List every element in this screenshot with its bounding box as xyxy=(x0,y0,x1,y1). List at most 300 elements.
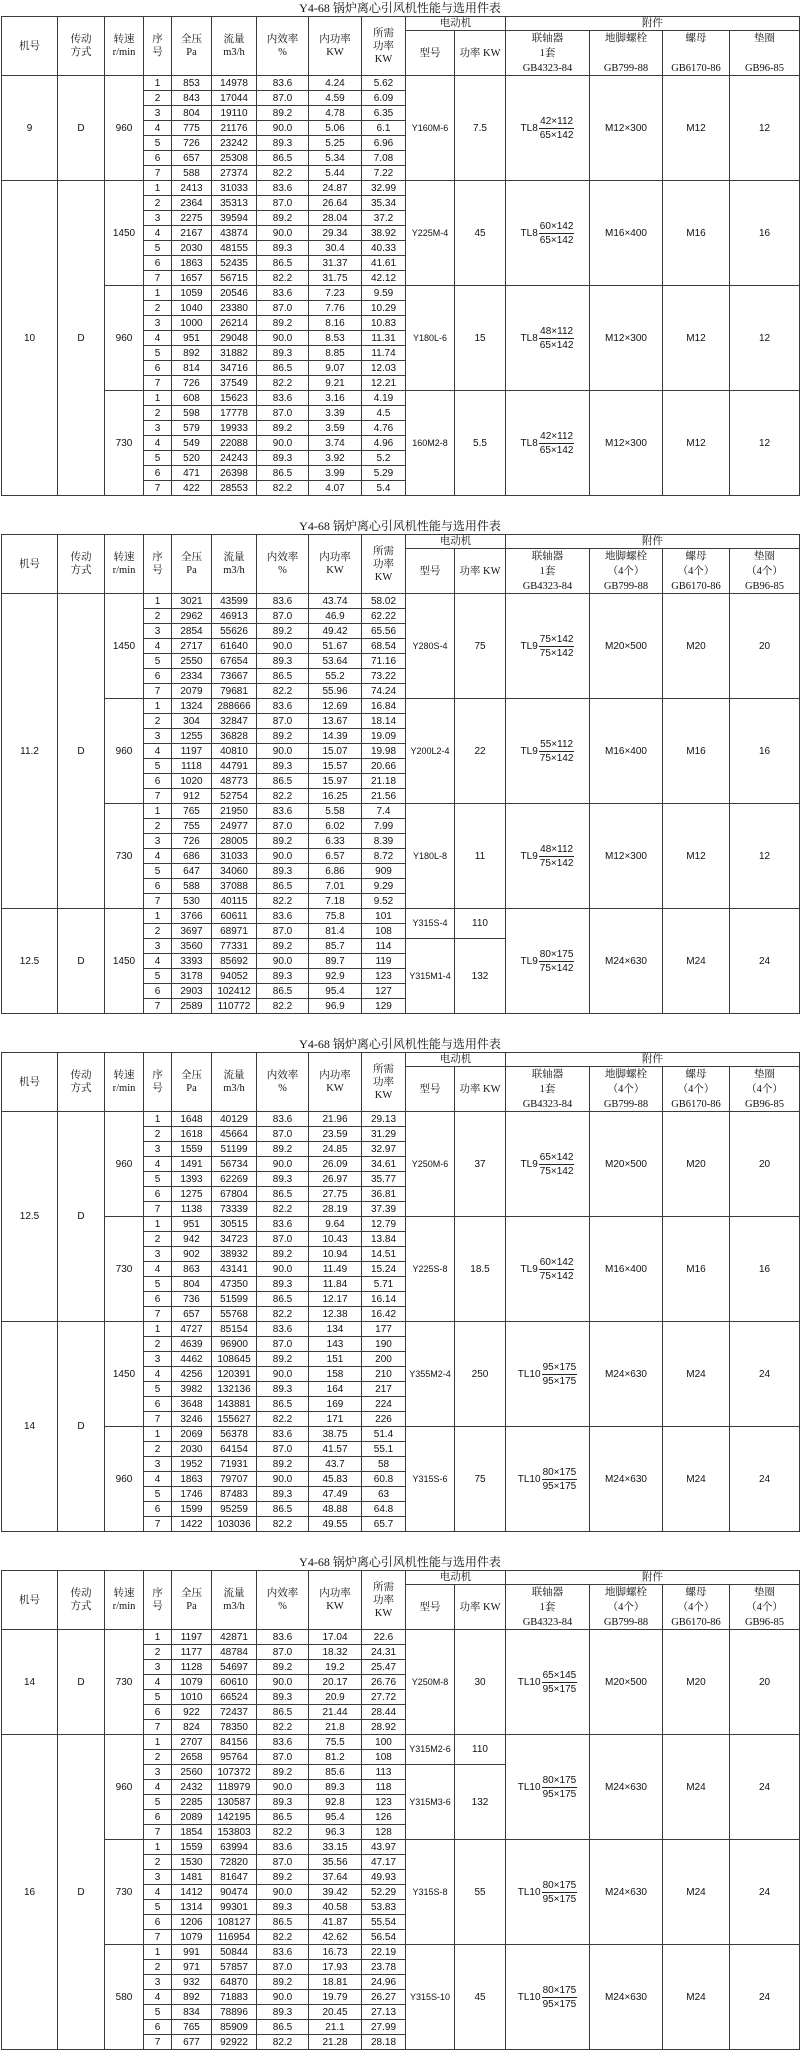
coupling-fraction xyxy=(539,430,575,457)
header-line: KW xyxy=(374,571,393,583)
pressure-cell: 3648 xyxy=(172,1397,212,1412)
header-washer xyxy=(730,31,800,76)
header-line: 内效率 xyxy=(266,1588,299,1599)
pressure-cell: 892 xyxy=(172,346,212,361)
header-line: GB6170-86 xyxy=(671,1616,721,1628)
anchor-bolt-cell: M24×630 xyxy=(590,1427,663,1532)
seq-cell: 1 xyxy=(144,286,172,301)
required-power-cell: 27.13 xyxy=(362,2005,406,2020)
seq-cell: 1 xyxy=(144,909,172,924)
pressure-cell: 4727 xyxy=(172,1322,212,1337)
coupling-spec xyxy=(518,1879,577,1906)
pressure-cell: 834 xyxy=(172,2005,212,2020)
header-line: 序 xyxy=(152,1588,163,1599)
header-coupling xyxy=(506,1067,590,1112)
inner-power-cell: 23.59 xyxy=(309,1127,362,1142)
pressure-cell: 843 xyxy=(172,91,212,106)
machine-no-cell: 16 xyxy=(2,1735,58,2050)
inner-power-cell: 21.1 xyxy=(309,2020,362,2035)
motor-model-cell: 160M2-8 xyxy=(406,391,455,496)
performance-table xyxy=(1,1052,800,1532)
header-motor-model xyxy=(406,1585,455,1630)
coupling-lower: 95×175 xyxy=(542,1788,577,1800)
required-power-cell: 27.72 xyxy=(362,1690,406,1705)
required-power-cell: 123 xyxy=(362,1795,406,1810)
pressure-cell: 647 xyxy=(172,864,212,879)
inner-power-cell: 51.67 xyxy=(309,639,362,654)
pressure-cell: 2903 xyxy=(172,984,212,999)
seq-cell: 3 xyxy=(144,1975,172,1990)
nut-cell: M16 xyxy=(663,1217,730,1322)
inner-power-cell: 28.04 xyxy=(309,211,362,226)
header-lines xyxy=(105,33,143,59)
flow-cell: 116954 xyxy=(212,1930,257,1945)
flow-cell: 35313 xyxy=(212,196,257,211)
efficiency-cell: 87.0 xyxy=(257,406,309,421)
efficiency-cell: 83.6 xyxy=(257,1630,309,1645)
required-power-cell: 7.08 xyxy=(362,151,406,166)
inner-power-cell: 12.17 xyxy=(309,1292,362,1307)
header-anchor-bolt xyxy=(590,31,663,76)
header-seq xyxy=(144,1571,172,1630)
flow-cell: 24977 xyxy=(212,819,257,834)
speed-cell: 960 xyxy=(105,699,144,804)
flow-cell: 73339 xyxy=(212,1202,257,1217)
table-header xyxy=(2,17,800,76)
header-lines xyxy=(172,551,211,577)
inner-power-cell: 143 xyxy=(309,1337,362,1352)
table-title: Y4-68 锅炉离心引风机性能与选用件表 xyxy=(299,1,501,15)
inner-power-cell: 26.97 xyxy=(309,1172,362,1187)
flow-cell: 108127 xyxy=(212,1915,257,1930)
coupling-spec xyxy=(521,633,575,660)
seq-cell: 3 xyxy=(144,1870,172,1885)
inner-power-cell: 27.75 xyxy=(309,1187,362,1202)
pressure-cell: 3021 xyxy=(172,594,212,609)
seq-cell: 6 xyxy=(144,256,172,271)
coupling-lower: 75×142 xyxy=(539,857,574,869)
inner-power-cell: 7.01 xyxy=(309,879,362,894)
speed-cell: 1450 xyxy=(105,594,144,699)
coupling-lower: 95×175 xyxy=(542,1480,577,1492)
table-row xyxy=(2,1630,800,1645)
coupling-cell xyxy=(506,1945,590,2050)
efficiency-cell: 90.0 xyxy=(257,954,309,969)
header-lines xyxy=(506,1586,589,1629)
required-power-cell: 6.96 xyxy=(362,136,406,151)
coupling-fraction xyxy=(539,1256,575,1283)
header-line: 转速 xyxy=(113,552,135,563)
header-lines xyxy=(362,1063,405,1102)
speed-cell: 730 xyxy=(105,1630,144,1735)
flow-cell: 37549 xyxy=(212,376,257,391)
motor-model-cell: Y315S-8 xyxy=(406,1840,455,1945)
header-line: KW xyxy=(374,1607,393,1619)
seq-cell: 1 xyxy=(144,1112,172,1127)
pressure-cell: 804 xyxy=(172,1277,212,1292)
header-line: （4个） xyxy=(607,565,645,577)
seq-cell: 7 xyxy=(144,1202,172,1217)
header-line: 功率 KW xyxy=(459,565,501,577)
pressure-cell: 4639 xyxy=(172,1337,212,1352)
header-motor-power xyxy=(455,549,506,594)
flow-cell: 78896 xyxy=(212,2005,257,2020)
efficiency-cell: 90.0 xyxy=(257,1367,309,1382)
seq-cell: 4 xyxy=(144,1472,172,1487)
header-lines xyxy=(105,1069,143,1095)
speed-cell: 1450 xyxy=(105,1322,144,1427)
pressure-cell: 765 xyxy=(172,804,212,819)
header-line: 联轴器 xyxy=(531,1068,564,1080)
seq-cell: 4 xyxy=(144,1157,172,1172)
efficiency-cell: 82.2 xyxy=(257,789,309,804)
pressure-cell: 1412 xyxy=(172,1885,212,1900)
efficiency-cell: 89.3 xyxy=(257,136,309,151)
header-seq xyxy=(144,17,172,76)
efficiency-cell: 87.0 xyxy=(257,1232,309,1247)
efficiency-cell: 89.3 xyxy=(257,1900,309,1915)
header-line: 螺母 xyxy=(685,1586,707,1598)
flow-cell: 68971 xyxy=(212,924,257,939)
pressure-cell: 2854 xyxy=(172,624,212,639)
header-line: Pa xyxy=(186,1083,197,1094)
seq-cell: 3 xyxy=(144,106,172,121)
pressure-cell: 588 xyxy=(172,879,212,894)
seq-cell: 3 xyxy=(144,1142,172,1157)
efficiency-cell: 89.2 xyxy=(257,834,309,849)
seq-cell: 5 xyxy=(144,759,172,774)
pressure-cell: 2432 xyxy=(172,1780,212,1795)
header-machine-no xyxy=(2,535,58,594)
table-row xyxy=(2,699,800,714)
seq-cell: 6 xyxy=(144,1292,172,1307)
efficiency-cell: 82.2 xyxy=(257,1412,309,1427)
flow-cell: 72820 xyxy=(212,1855,257,1870)
required-power-cell: 126 xyxy=(362,1810,406,1825)
efficiency-cell: 82.2 xyxy=(257,1825,309,1840)
flow-cell: 34716 xyxy=(212,361,257,376)
speed-cell: 960 xyxy=(105,1112,144,1217)
required-power-cell: 909 xyxy=(362,864,406,879)
pressure-cell: 1128 xyxy=(172,1660,212,1675)
header-line: GB799-88 xyxy=(603,580,649,592)
flow-cell: 40810 xyxy=(212,744,257,759)
header-line: % xyxy=(278,1083,287,1094)
flow-cell: 22088 xyxy=(212,436,257,451)
seq-cell: 4 xyxy=(144,1990,172,2005)
seq-cell: 3 xyxy=(144,316,172,331)
header-line: 内效率 xyxy=(266,552,299,563)
inner-power-cell: 3.59 xyxy=(309,421,362,436)
inner-power-cell: 15.07 xyxy=(309,744,362,759)
header-nut xyxy=(663,1585,730,1630)
header-lines xyxy=(257,33,308,59)
flow-cell: 52435 xyxy=(212,256,257,271)
table-row xyxy=(2,181,800,196)
flow-cell: 85909 xyxy=(212,2020,257,2035)
nut-cell: M16 xyxy=(663,181,730,286)
header-line: （4个） xyxy=(746,565,783,577)
pressure-cell: 824 xyxy=(172,1720,212,1735)
header-efficiency xyxy=(257,17,309,76)
pressure-cell: 922 xyxy=(172,1705,212,1720)
header-line: KW xyxy=(326,565,344,576)
efficiency-cell: 89.3 xyxy=(257,346,309,361)
pressure-cell: 971 xyxy=(172,1960,212,1975)
seq-cell: 4 xyxy=(144,1885,172,1900)
efficiency-cell: 87.0 xyxy=(257,714,309,729)
pressure-cell: 1599 xyxy=(172,1502,212,1517)
header-line: （4个） xyxy=(746,1083,783,1095)
efficiency-cell: 89.3 xyxy=(257,1172,309,1187)
efficiency-cell: 87.0 xyxy=(257,819,309,834)
header-washer xyxy=(730,1585,800,1630)
seq-cell: 2 xyxy=(144,819,172,834)
seq-cell: 5 xyxy=(144,1382,172,1397)
required-power-cell: 53.83 xyxy=(362,1900,406,1915)
header-line: 功率 xyxy=(373,1076,394,1088)
required-power-cell: 5.62 xyxy=(362,76,406,91)
pressure-cell: 951 xyxy=(172,1217,212,1232)
header-required-power xyxy=(362,1053,406,1112)
coupling-lower: 95×175 xyxy=(542,1893,577,1905)
motor-model-cell: Y180L-6 xyxy=(406,286,455,391)
flow-cell: 48155 xyxy=(212,241,257,256)
efficiency-cell: 90.0 xyxy=(257,1675,309,1690)
motor-model-cell: Y315S-4 xyxy=(406,909,455,939)
required-power-cell: 28.44 xyxy=(362,1705,406,1720)
seq-cell: 4 xyxy=(144,849,172,864)
inner-power-cell: 15.97 xyxy=(309,774,362,789)
required-power-cell: 22.19 xyxy=(362,1945,406,1960)
coupling-spec xyxy=(518,1669,577,1696)
speed-cell: 730 xyxy=(105,391,144,496)
inner-power-cell: 55.96 xyxy=(309,684,362,699)
required-power-cell: 4.96 xyxy=(362,436,406,451)
efficiency-cell: 86.5 xyxy=(257,1705,309,1720)
motor-power-cell: 250 xyxy=(455,1322,506,1427)
seq-cell: 7 xyxy=(144,684,172,699)
header-accessories: 附件 xyxy=(506,1053,800,1067)
header-line: （4个） xyxy=(677,1083,715,1095)
header-line: 内效率 xyxy=(266,34,299,45)
motor-model-cell: Y280S-4 xyxy=(406,594,455,699)
required-power-cell: 7.99 xyxy=(362,819,406,834)
seq-cell: 6 xyxy=(144,1915,172,1930)
inner-power-cell: 35.56 xyxy=(309,1855,362,1870)
header-line: 序 xyxy=(152,552,163,563)
required-power-cell: 4.5 xyxy=(362,406,406,421)
header-line: 传动 xyxy=(70,1070,92,1081)
pressure-cell: 1000 xyxy=(172,316,212,331)
efficiency-cell: 87.0 xyxy=(257,609,309,624)
table-title: Y4-68 锅炉离心引风机性能与选用件表 xyxy=(299,519,501,533)
pressure-cell: 912 xyxy=(172,789,212,804)
required-power-cell: 129 xyxy=(362,999,406,1014)
header-line: 号 xyxy=(152,47,163,58)
header-lines xyxy=(362,545,405,584)
pressure-cell: 942 xyxy=(172,1232,212,1247)
seq-cell: 3 xyxy=(144,1352,172,1367)
inner-power-cell: 96.3 xyxy=(309,1825,362,1840)
seq-cell: 7 xyxy=(144,1307,172,1322)
pressure-cell: 1177 xyxy=(172,1645,212,1660)
required-power-cell: 108 xyxy=(362,924,406,939)
efficiency-cell: 86.5 xyxy=(257,151,309,166)
pressure-cell: 1952 xyxy=(172,1457,212,1472)
flow-cell: 31033 xyxy=(212,849,257,864)
efficiency-cell: 89.3 xyxy=(257,969,309,984)
header-lines xyxy=(590,32,662,75)
header-lines xyxy=(663,32,729,75)
inner-power-cell: 92.9 xyxy=(309,969,362,984)
motor-model-cell: Y160M-6 xyxy=(406,76,455,181)
required-power-cell: 28.18 xyxy=(362,2035,406,2050)
coupling-fraction xyxy=(539,948,575,975)
seq-cell: 2 xyxy=(144,1645,172,1660)
header-line: 内功率 xyxy=(319,552,351,563)
required-power-cell: 210 xyxy=(362,1367,406,1382)
coupling-type: TL8 xyxy=(520,122,538,134)
coupling-upper: 75×142 xyxy=(539,633,574,645)
flow-cell: 42871 xyxy=(212,1630,257,1645)
seq-cell: 3 xyxy=(144,1247,172,1262)
header-line: GB6170-86 xyxy=(671,62,721,74)
inner-power-cell: 45.83 xyxy=(309,1472,362,1487)
flow-cell: 55626 xyxy=(212,624,257,639)
drive-cell: D xyxy=(58,909,105,1014)
efficiency-cell: 86.5 xyxy=(257,1502,309,1517)
coupling-lower: 75×142 xyxy=(539,1165,574,1177)
required-power-cell: 36.81 xyxy=(362,1187,406,1202)
motor-power-cell: 18.5 xyxy=(455,1217,506,1322)
pressure-cell: 1559 xyxy=(172,1840,212,1855)
pressure-cell: 726 xyxy=(172,136,212,151)
coupling-cell xyxy=(506,909,590,1014)
pressure-cell: 1197 xyxy=(172,1630,212,1645)
pressure-cell: 755 xyxy=(172,819,212,834)
pressure-cell: 520 xyxy=(172,451,212,466)
flow-cell: 48784 xyxy=(212,1645,257,1660)
header-pressure xyxy=(172,17,212,76)
flow-cell: 27374 xyxy=(212,166,257,181)
pressure-cell: 1422 xyxy=(172,1517,212,1532)
header-flow xyxy=(212,1571,257,1630)
required-power-cell: 74.24 xyxy=(362,684,406,699)
pressure-cell: 1197 xyxy=(172,744,212,759)
inner-power-cell: 26.64 xyxy=(309,196,362,211)
washer-cell: 16 xyxy=(730,1217,800,1322)
flow-cell: 72437 xyxy=(212,1705,257,1720)
flow-cell: 43599 xyxy=(212,594,257,609)
required-power-cell: 29.13 xyxy=(362,1112,406,1127)
header-line: m3/h xyxy=(223,565,245,576)
anchor-bolt-cell: M24×630 xyxy=(590,909,663,1014)
coupling-lower: 95×175 xyxy=(542,1998,577,2010)
inner-power-cell: 21.44 xyxy=(309,1705,362,1720)
header-nut xyxy=(663,31,730,76)
flow-cell: 71883 xyxy=(212,1990,257,2005)
seq-cell: 4 xyxy=(144,744,172,759)
header-line: GB6170-86 xyxy=(671,1098,721,1110)
header-lines xyxy=(172,1587,211,1613)
header-row xyxy=(2,535,800,549)
inner-power-cell: 31.37 xyxy=(309,256,362,271)
seq-cell: 6 xyxy=(144,1397,172,1412)
required-power-cell: 60.8 xyxy=(362,1472,406,1487)
inner-power-cell: 151 xyxy=(309,1352,362,1367)
header-inner-power xyxy=(309,1053,362,1112)
table-body xyxy=(2,1112,800,1532)
header-lines xyxy=(144,33,171,59)
pressure-cell: 892 xyxy=(172,1990,212,2005)
required-power-cell: 224 xyxy=(362,1397,406,1412)
flow-cell: 77331 xyxy=(212,939,257,954)
inner-power-cell: 96.9 xyxy=(309,999,362,1014)
header-drive xyxy=(58,1571,105,1630)
efficiency-cell: 90.0 xyxy=(257,744,309,759)
coupling-cell xyxy=(506,1735,590,1840)
flow-cell: 51199 xyxy=(212,1142,257,1157)
efficiency-cell: 83.6 xyxy=(257,1840,309,1855)
motor-power-cell: 132 xyxy=(455,1765,506,1840)
seq-cell: 2 xyxy=(144,301,172,316)
nut-cell: M20 xyxy=(663,594,730,699)
speed-cell: 960 xyxy=(105,76,144,181)
required-power-cell: 177 xyxy=(362,1322,406,1337)
inner-power-cell: 4.78 xyxy=(309,106,362,121)
flow-cell: 30515 xyxy=(212,1217,257,1232)
header-line: 型号 xyxy=(419,47,441,59)
seq-cell: 1 xyxy=(144,391,172,406)
inner-power-cell: 134 xyxy=(309,1322,362,1337)
required-power-cell: 11.74 xyxy=(362,346,406,361)
machine-no-cell: 12.5 xyxy=(2,909,58,1014)
washer-cell: 24 xyxy=(730,1945,800,2050)
coupling-fraction xyxy=(542,1984,578,2011)
flow-cell: 23242 xyxy=(212,136,257,151)
required-power-cell: 5.4 xyxy=(362,481,406,496)
inner-power-cell: 43.74 xyxy=(309,594,362,609)
required-power-cell: 32.99 xyxy=(362,181,406,196)
coupling-cell xyxy=(506,1322,590,1427)
pressure-cell: 3246 xyxy=(172,1412,212,1427)
motor-power-cell: 110 xyxy=(455,909,506,939)
efficiency-cell: 89.3 xyxy=(257,1382,309,1397)
seq-cell: 6 xyxy=(144,361,172,376)
header-line: 传动 xyxy=(70,552,92,563)
header-lines xyxy=(309,551,361,577)
inner-power-cell: 3.16 xyxy=(309,391,362,406)
pressure-cell: 579 xyxy=(172,421,212,436)
header-line: 序 xyxy=(152,34,163,45)
header-line: GB4323-84 xyxy=(522,580,573,592)
seq-cell: 2 xyxy=(144,406,172,421)
required-power-cell: 101 xyxy=(362,909,406,924)
header-accessories: 附件 xyxy=(506,1571,800,1585)
table-header xyxy=(2,535,800,594)
table-row xyxy=(2,909,800,924)
required-power-cell: 9.59 xyxy=(362,286,406,301)
header-lines xyxy=(590,550,662,593)
flow-cell: 87483 xyxy=(212,1487,257,1502)
required-power-cell: 4.19 xyxy=(362,391,406,406)
seq-cell: 1 xyxy=(144,1427,172,1442)
pressure-cell: 726 xyxy=(172,834,212,849)
coupling-fraction xyxy=(539,633,575,660)
motor-model-cell: Y315M3-6 xyxy=(406,1765,455,1840)
header-line: 转速 xyxy=(113,1070,135,1081)
